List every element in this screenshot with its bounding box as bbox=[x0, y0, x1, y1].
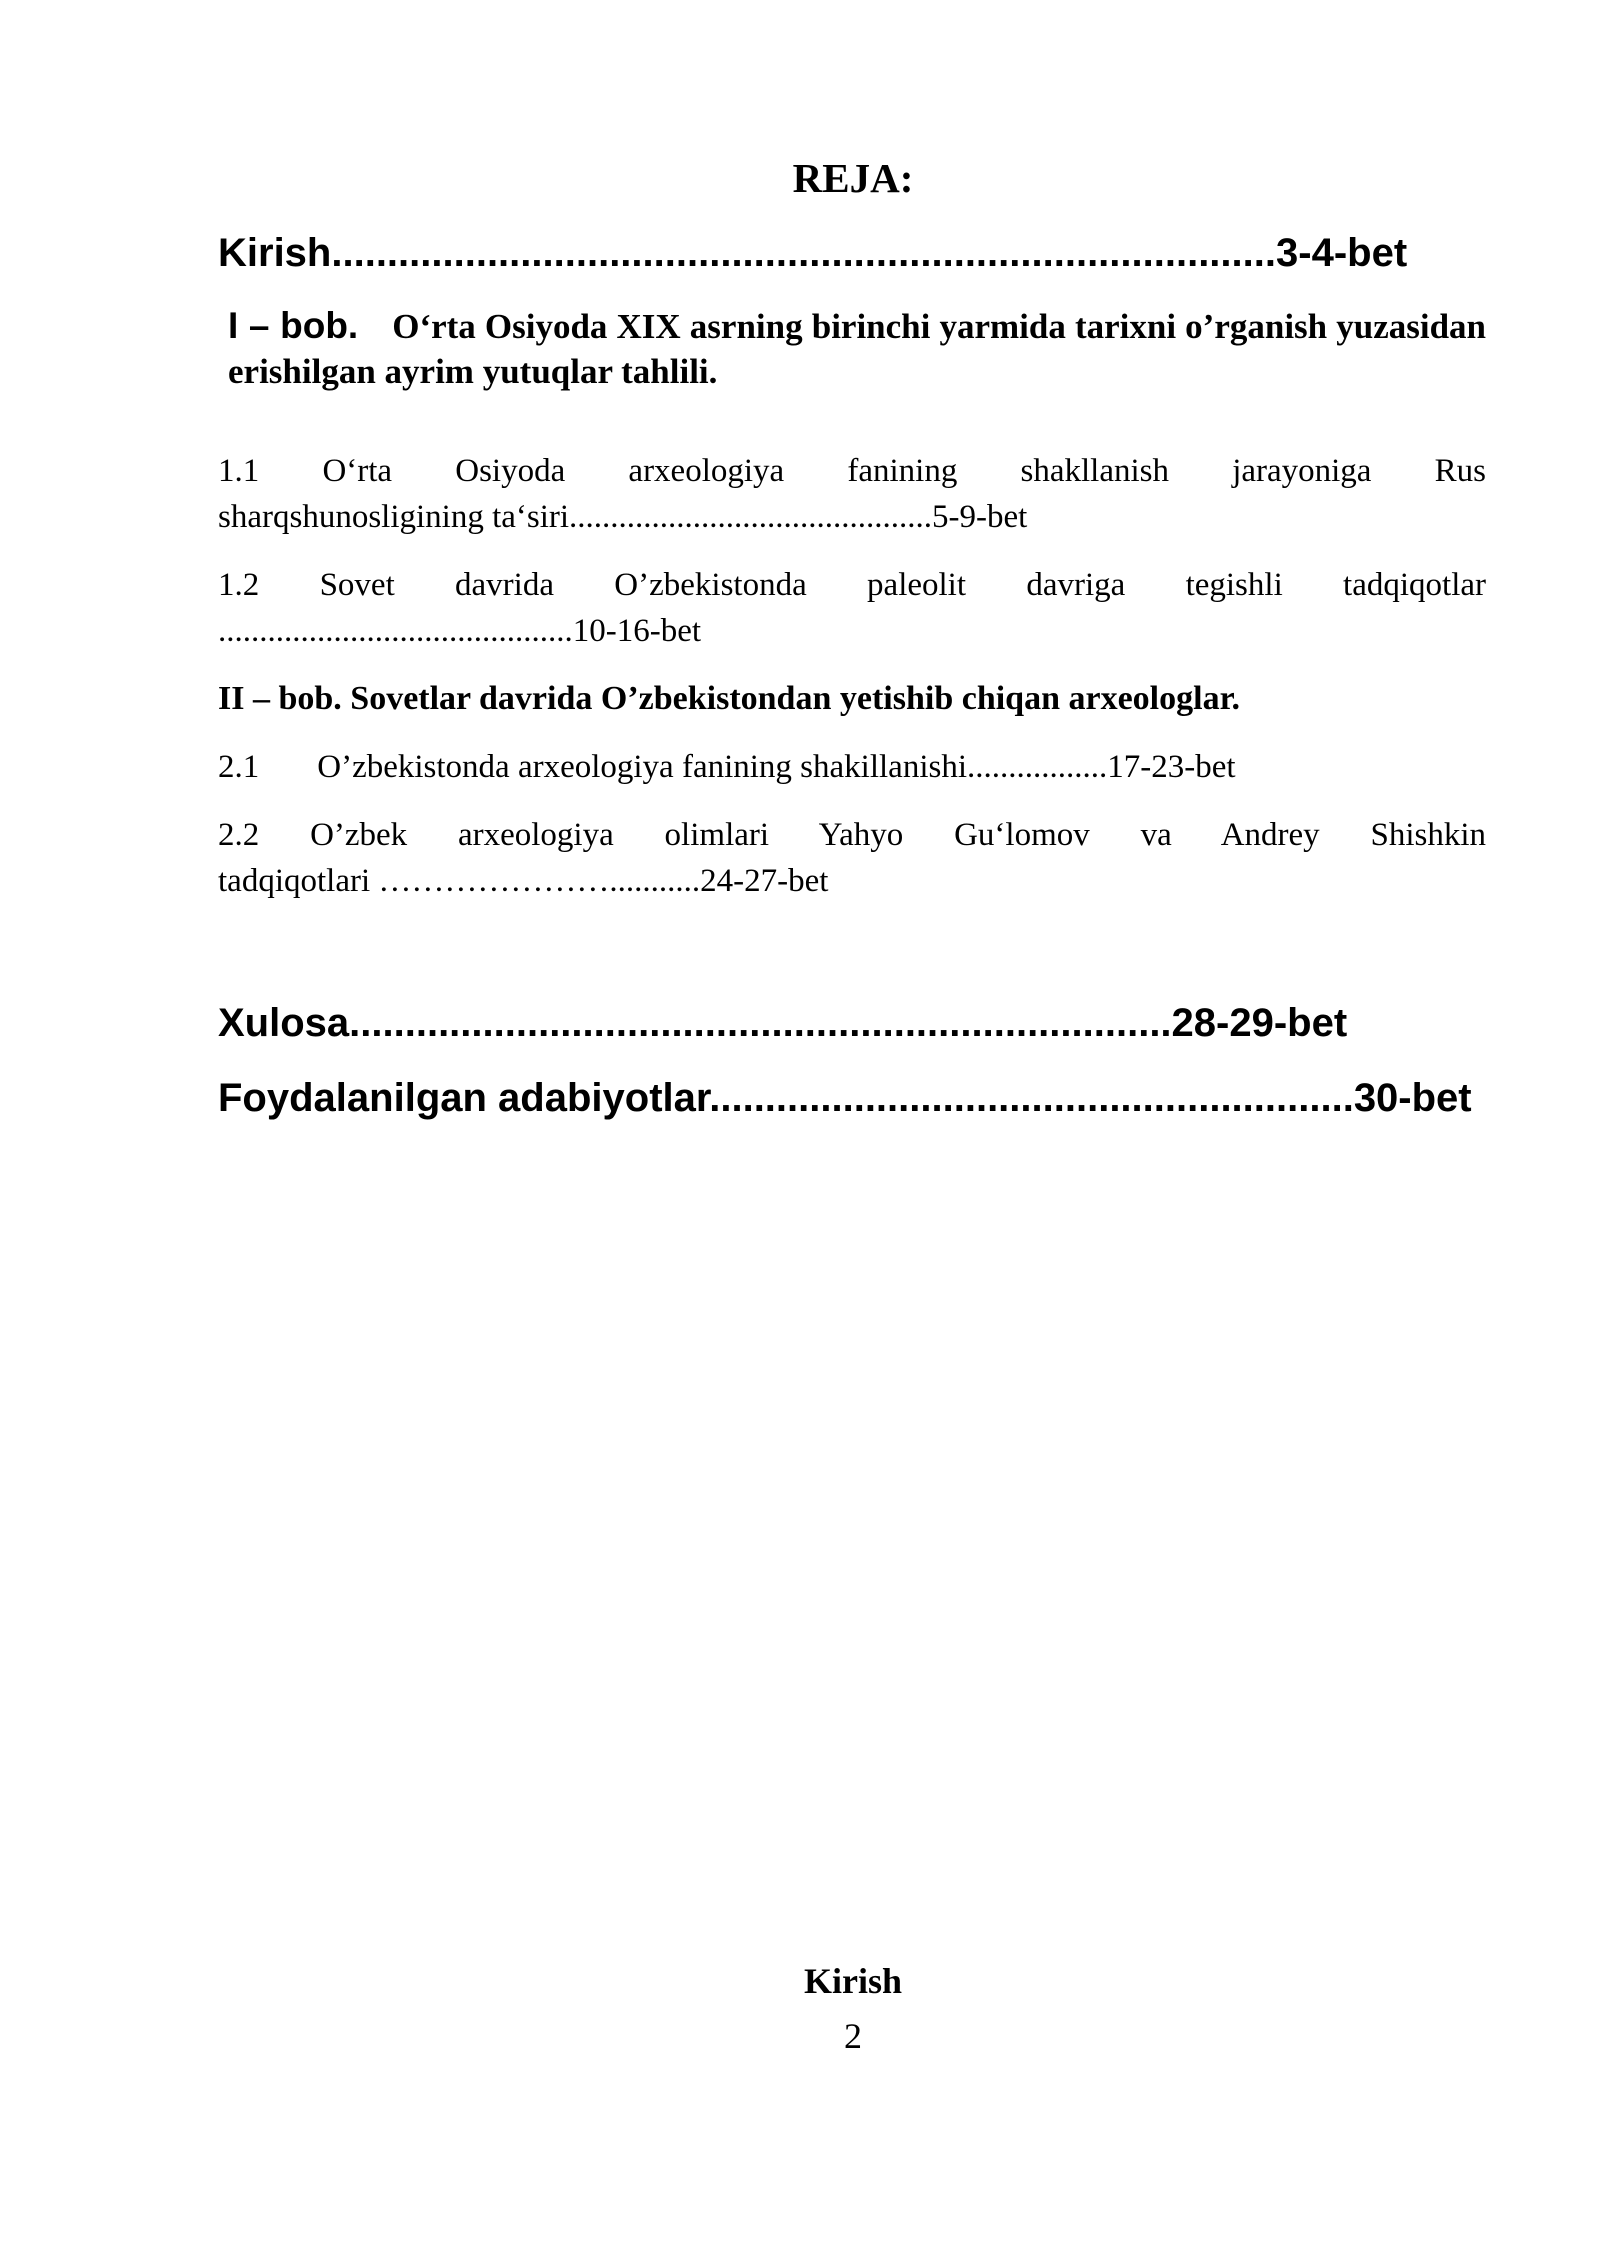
toc-entry-references bbox=[218, 1073, 1472, 1123]
section-1-2-title: Sovet davrida O’zbekistonda paleolit davriga tegishli tadqiqotlar bbox=[319, 567, 1486, 603]
section-1-2-number: 1.2 bbox=[218, 567, 260, 603]
toc-intro-leader: ..................................................................................... bbox=[331, 231, 1276, 275]
toc-section-1-1 bbox=[218, 448, 1486, 540]
toc-references-leader: .......................................................... bbox=[709, 1076, 1354, 1120]
toc-entry-intro bbox=[218, 228, 1407, 278]
section-1-1-line-2: sharqshunosligining ta‘siri............................................5-9-bet bbox=[218, 499, 1028, 535]
toc-section-2-1 bbox=[218, 744, 1236, 790]
toc-conclusion-leader: .......................................................................... bbox=[349, 1001, 1172, 1045]
section-1-2-line-2: ...........................................10-16-bet bbox=[218, 613, 702, 649]
toc-entry-conclusion bbox=[218, 998, 1347, 1048]
toc-section-1-2 bbox=[218, 562, 1486, 654]
toc-intro-pages: 3-4-bet bbox=[1276, 231, 1408, 275]
toc-section-2-2 bbox=[218, 812, 1486, 904]
toc-references-label: Foydalanilgan adabiyotlar bbox=[218, 1076, 710, 1120]
chapter-2-heading: II – bob. Sovetlar davrida O’zbekistondan yetishib chiqan arxeologlar. bbox=[218, 680, 1241, 717]
toc-conclusion-label: Xulosa bbox=[218, 1001, 350, 1045]
section-1-1-number: 1.1 bbox=[218, 453, 260, 489]
chapter-1-title: O‘rta Osiyoda XIX asrning birinchi yarmida tarixni o’rganish yuzasidan erishilgan ayrim yutuqlar tahlili. bbox=[228, 307, 1487, 391]
chapter-1-prefix: I – bob. bbox=[228, 305, 359, 346]
section-2-1-text: O’zbekistonda arxeologiya fanining shakillanishi.................17-23-bet bbox=[317, 749, 1236, 785]
toc-intro-label: Kirish bbox=[218, 231, 332, 275]
section-2-2-line-2: tadqiqotlari …………………...........24-27-bet bbox=[218, 863, 829, 899]
section-2-2-title: O’zbek arxeologiya olimlari Yahyo Gu‘lomov va Andrey Shishkin bbox=[310, 817, 1487, 853]
section-1-1-title: O‘rta Osiyoda arxeologiya fanining shakllanish jarayoniga Rus bbox=[322, 453, 1486, 489]
page-title: REJA: bbox=[792, 155, 914, 201]
section-2-1-number: 2.1 bbox=[218, 749, 260, 785]
section-1-1-line-1 bbox=[218, 448, 1486, 494]
section-2-2-line-1 bbox=[218, 812, 1486, 858]
chapter-1-heading bbox=[228, 303, 1486, 394]
toc-references-pages: 30-bet bbox=[1353, 1076, 1472, 1120]
next-section-heading: Kirish bbox=[803, 1961, 902, 2001]
toc-conclusion-pages: 28-29-bet bbox=[1171, 1001, 1348, 1045]
section-1-2-line-1 bbox=[218, 562, 1486, 608]
section-2-2-number: 2.2 bbox=[218, 817, 260, 853]
page-number: 2 bbox=[844, 2016, 862, 2056]
